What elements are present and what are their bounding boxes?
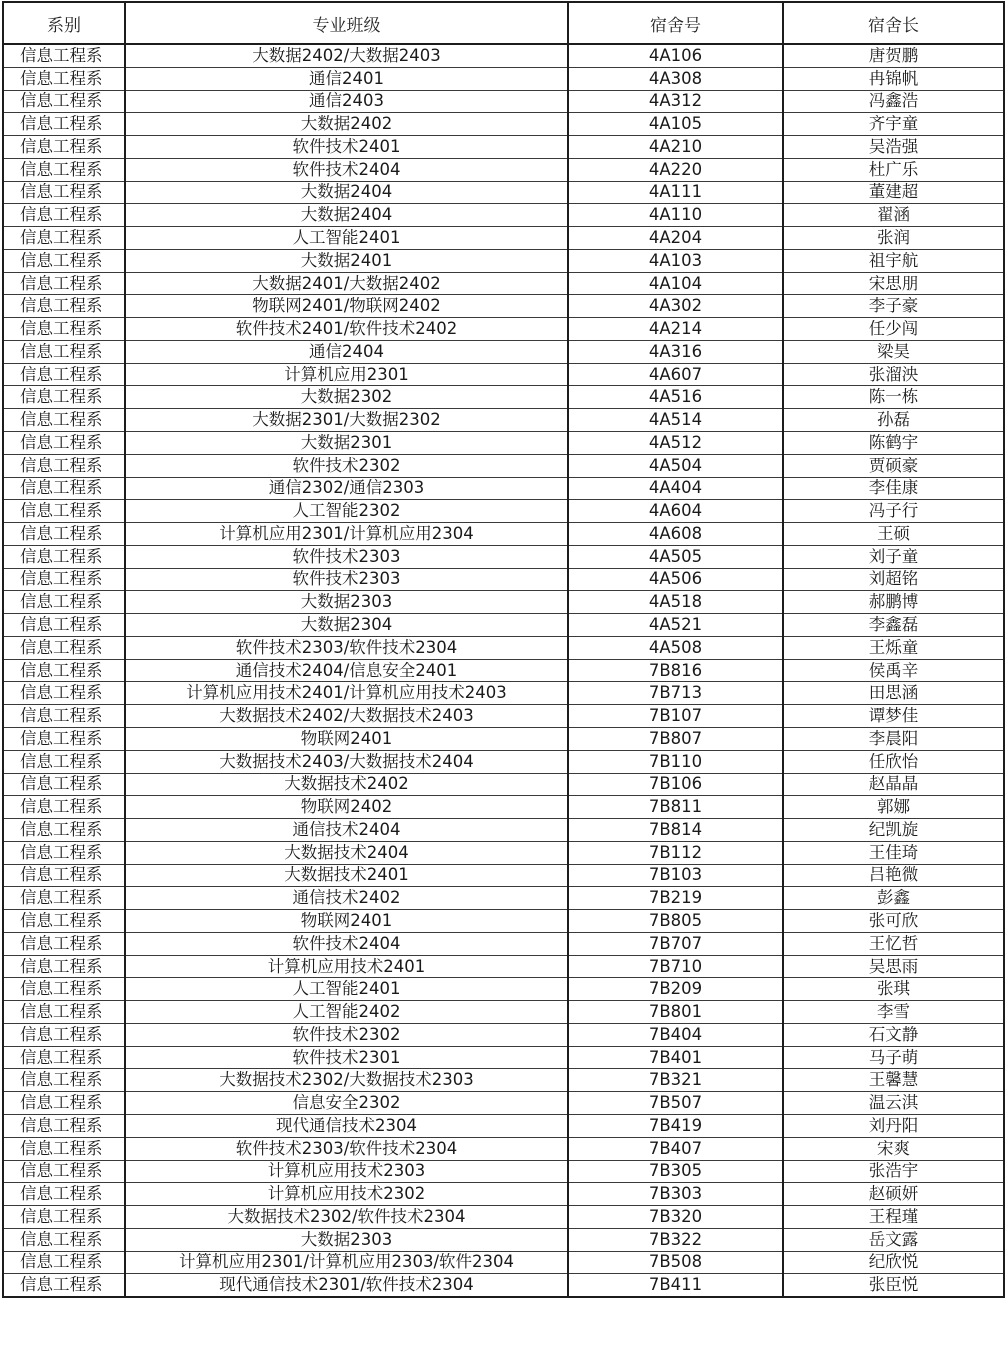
cell-class: 现代通信技术2304: [125, 1114, 568, 1137]
cell-leader: 王程瑾: [783, 1206, 1004, 1229]
cell-room: 7B106: [568, 773, 783, 796]
cell-room: 4A106: [568, 44, 783, 67]
cell-leader: 宋爽: [783, 1137, 1004, 1160]
table-row: [3, 659, 1004, 682]
cell-class: 计算机应用2301/计算机应用2304: [125, 523, 568, 546]
table-row: [3, 819, 1004, 842]
cell-dept: 信息工程系: [3, 1092, 125, 1115]
cell-class: 软件技术2302: [125, 1023, 568, 1046]
table-row: [3, 1069, 1004, 1092]
cell-room: 7B219: [568, 887, 783, 910]
header-leader: 宿舍长: [783, 2, 1004, 44]
cell-room: 4A308: [568, 67, 783, 90]
cell-leader: 张润: [783, 227, 1004, 250]
cell-class: 软件技术2303/软件技术2304: [125, 636, 568, 659]
cell-room: 7B107: [568, 705, 783, 728]
cell-class: 物联网2401: [125, 727, 568, 750]
cell-dept: 信息工程系: [3, 432, 125, 455]
cell-room: 4A312: [568, 90, 783, 113]
cell-class: 计算机应用技术2303: [125, 1160, 568, 1183]
cell-leader: 温云淇: [783, 1092, 1004, 1115]
cell-class: 大数据技术2403/大数据技术2404: [125, 750, 568, 773]
cell-leader: 梁昊: [783, 340, 1004, 363]
cell-leader: 张琪: [783, 978, 1004, 1001]
table-row: [3, 910, 1004, 933]
cell-room: 4A506: [568, 568, 783, 591]
cell-dept: 信息工程系: [3, 227, 125, 250]
cell-class: 物联网2401/物联网2402: [125, 295, 568, 318]
cell-class: 通信2404: [125, 340, 568, 363]
table-row: [3, 432, 1004, 455]
cell-leader: 李佳康: [783, 477, 1004, 500]
cell-leader: 王馨慧: [783, 1069, 1004, 1092]
cell-leader: 纪凯旋: [783, 819, 1004, 842]
cell-dept: 信息工程系: [3, 568, 125, 591]
table-row: [3, 500, 1004, 523]
cell-class: 通信2401: [125, 67, 568, 90]
cell-class: 通信技术2404: [125, 819, 568, 842]
cell-dept: 信息工程系: [3, 318, 125, 341]
cell-dept: 信息工程系: [3, 386, 125, 409]
cell-dept: 信息工程系: [3, 864, 125, 887]
cell-room: 4A518: [568, 591, 783, 614]
cell-leader: 王忆哲: [783, 932, 1004, 955]
dormitory-roster-table: [2, 1, 1005, 1298]
cell-class: 大数据技术2402/大数据技术2403: [125, 705, 568, 728]
cell-leader: 张臣悦: [783, 1274, 1004, 1297]
cell-class: 软件技术2302: [125, 454, 568, 477]
cell-leader: 张可欣: [783, 910, 1004, 933]
table-row: [3, 591, 1004, 614]
cell-leader: 刘子童: [783, 545, 1004, 568]
cell-room: 4A508: [568, 636, 783, 659]
cell-dept: 信息工程系: [3, 136, 125, 159]
cell-leader: 田思涵: [783, 682, 1004, 705]
cell-dept: 信息工程系: [3, 978, 125, 1001]
cell-room: 7B322: [568, 1228, 783, 1251]
cell-room: 4A210: [568, 136, 783, 159]
cell-leader: 董建超: [783, 181, 1004, 204]
cell-room: 4A521: [568, 614, 783, 637]
table-row: [3, 295, 1004, 318]
cell-dept: 信息工程系: [3, 409, 125, 432]
cell-leader: 任欣怡: [783, 750, 1004, 773]
cell-dept: 信息工程系: [3, 523, 125, 546]
cell-class: 大数据2301/大数据2302: [125, 409, 568, 432]
cell-leader: 纪欣悦: [783, 1251, 1004, 1274]
cell-class: 计算机应用2301: [125, 363, 568, 386]
table-row: [3, 682, 1004, 705]
cell-room: 7B507: [568, 1092, 783, 1115]
cell-dept: 信息工程系: [3, 1228, 125, 1251]
cell-class: 人工智能2302: [125, 500, 568, 523]
table-row: [3, 340, 1004, 363]
cell-dept: 信息工程系: [3, 796, 125, 819]
table-row: [3, 955, 1004, 978]
cell-room: 4A608: [568, 523, 783, 546]
cell-room: 4A512: [568, 432, 783, 455]
cell-room: 7B807: [568, 727, 783, 750]
table-row: [3, 1046, 1004, 1069]
cell-leader: 吕艳微: [783, 864, 1004, 887]
table-row: [3, 44, 1004, 67]
table-row: [3, 1183, 1004, 1206]
cell-leader: 石文静: [783, 1023, 1004, 1046]
cell-class: 大数据技术2401: [125, 864, 568, 887]
cell-room: 4A110: [568, 204, 783, 227]
table-row: [3, 750, 1004, 773]
cell-dept: 信息工程系: [3, 1206, 125, 1229]
cell-dept: 信息工程系: [3, 750, 125, 773]
cell-room: 4A514: [568, 409, 783, 432]
cell-room: 4A604: [568, 500, 783, 523]
table-row: [3, 727, 1004, 750]
cell-class: 人工智能2401: [125, 227, 568, 250]
cell-dept: 信息工程系: [3, 705, 125, 728]
table-row: [3, 204, 1004, 227]
cell-dept: 信息工程系: [3, 1069, 125, 1092]
cell-room: 4A220: [568, 158, 783, 181]
cell-dept: 信息工程系: [3, 1001, 125, 1024]
cell-room: 7B814: [568, 819, 783, 842]
cell-room: 7B303: [568, 1183, 783, 1206]
cell-leader: 吴思雨: [783, 955, 1004, 978]
cell-class: 大数据2302: [125, 386, 568, 409]
cell-room: 4A302: [568, 295, 783, 318]
table-row: [3, 978, 1004, 1001]
cell-room: 4A316: [568, 340, 783, 363]
cell-class: 人工智能2401: [125, 978, 568, 1001]
cell-leader: 吴浩强: [783, 136, 1004, 159]
cell-dept: 信息工程系: [3, 773, 125, 796]
cell-dept: 信息工程系: [3, 1251, 125, 1274]
cell-leader: 张溜泱: [783, 363, 1004, 386]
cell-class: 现代通信技术2301/软件技术2304: [125, 1274, 568, 1297]
cell-dept: 信息工程系: [3, 636, 125, 659]
cell-dept: 信息工程系: [3, 1160, 125, 1183]
cell-room: 7B404: [568, 1023, 783, 1046]
cell-class: 软件技术2301: [125, 1046, 568, 1069]
cell-dept: 信息工程系: [3, 158, 125, 181]
cell-class: 物联网2401: [125, 910, 568, 933]
table-row: [3, 705, 1004, 728]
header-class: 专业班级: [125, 2, 568, 44]
table-row: [3, 67, 1004, 90]
cell-leader: 岳文露: [783, 1228, 1004, 1251]
cell-class: 通信技术2404/信息安全2401: [125, 659, 568, 682]
cell-leader: 郭娜: [783, 796, 1004, 819]
table-row: [3, 864, 1004, 887]
cell-dept: 信息工程系: [3, 90, 125, 113]
cell-class: 物联网2402: [125, 796, 568, 819]
table-row: [3, 841, 1004, 864]
cell-leader: 谭梦佳: [783, 705, 1004, 728]
header-dept: 系别: [3, 2, 125, 44]
table-row: [3, 318, 1004, 341]
cell-dept: 信息工程系: [3, 591, 125, 614]
cell-room: 4A505: [568, 545, 783, 568]
cell-room: 7B710: [568, 955, 783, 978]
table-row: [3, 932, 1004, 955]
table-row: [3, 1206, 1004, 1229]
cell-room: 7B321: [568, 1069, 783, 1092]
table-row: [3, 90, 1004, 113]
cell-dept: 信息工程系: [3, 1137, 125, 1160]
cell-leader: 任少闯: [783, 318, 1004, 341]
cell-class: 软件技术2401: [125, 136, 568, 159]
cell-room: 7B508: [568, 1251, 783, 1274]
cell-room: 4A104: [568, 272, 783, 295]
table-header: [3, 2, 1004, 44]
table-row: [3, 249, 1004, 272]
cell-class: 大数据2304: [125, 614, 568, 637]
cell-leader: 李晨阳: [783, 727, 1004, 750]
cell-dept: 信息工程系: [3, 682, 125, 705]
cell-leader: 王佳琦: [783, 841, 1004, 864]
cell-room: 7B407: [568, 1137, 783, 1160]
table-row: [3, 1023, 1004, 1046]
cell-dept: 信息工程系: [3, 1274, 125, 1297]
cell-class: 大数据2401/大数据2402: [125, 272, 568, 295]
cell-dept: 信息工程系: [3, 67, 125, 90]
cell-leader: 陈一栋: [783, 386, 1004, 409]
cell-class: 软件技术2401/软件技术2402: [125, 318, 568, 341]
cell-class: 大数据2401: [125, 249, 568, 272]
cell-class: 软件技术2303/软件技术2304: [125, 1137, 568, 1160]
cell-leader: 侯禹辛: [783, 659, 1004, 682]
cell-room: 7B419: [568, 1114, 783, 1137]
table-row: [3, 272, 1004, 295]
cell-room: 7B305: [568, 1160, 783, 1183]
cell-class: 大数据技术2302/大数据技术2303: [125, 1069, 568, 1092]
cell-dept: 信息工程系: [3, 204, 125, 227]
cell-leader: 杜广乐: [783, 158, 1004, 181]
cell-leader: 赵晶晶: [783, 773, 1004, 796]
cell-room: 7B209: [568, 978, 783, 1001]
cell-room: 4A105: [568, 113, 783, 136]
table-row: [3, 454, 1004, 477]
cell-leader: 孙磊: [783, 409, 1004, 432]
cell-dept: 信息工程系: [3, 932, 125, 955]
cell-room: 4A516: [568, 386, 783, 409]
cell-room: 7B401: [568, 1046, 783, 1069]
table-row: [3, 477, 1004, 500]
cell-dept: 信息工程系: [3, 500, 125, 523]
table-row: [3, 1114, 1004, 1137]
table-body: [3, 44, 1004, 1297]
table-row: [3, 227, 1004, 250]
cell-class: 计算机应用技术2302: [125, 1183, 568, 1206]
table-row: [3, 1001, 1004, 1024]
cell-class: 大数据2402: [125, 113, 568, 136]
table-row: [3, 1160, 1004, 1183]
cell-room: 7B411: [568, 1274, 783, 1297]
cell-dept: 信息工程系: [3, 249, 125, 272]
cell-room: 7B811: [568, 796, 783, 819]
cell-leader: 祖宇航: [783, 249, 1004, 272]
cell-room: 7B110: [568, 750, 783, 773]
cell-room: 7B801: [568, 1001, 783, 1024]
cell-class: 信息安全2302: [125, 1092, 568, 1115]
table-row: [3, 113, 1004, 136]
cell-class: 通信技术2402: [125, 887, 568, 910]
table-row: [3, 796, 1004, 819]
cell-leader: 郝鹏博: [783, 591, 1004, 614]
cell-leader: 贾硕豪: [783, 454, 1004, 477]
cell-dept: 信息工程系: [3, 272, 125, 295]
cell-leader: 齐宇童: [783, 113, 1004, 136]
cell-room: 7B805: [568, 910, 783, 933]
cell-leader: 冉锦帆: [783, 67, 1004, 90]
cell-dept: 信息工程系: [3, 181, 125, 204]
cell-class: 大数据2303: [125, 1228, 568, 1251]
cell-room: 4A204: [568, 227, 783, 250]
cell-leader: 李鑫磊: [783, 614, 1004, 637]
cell-dept: 信息工程系: [3, 295, 125, 318]
cell-class: 通信2302/通信2303: [125, 477, 568, 500]
cell-dept: 信息工程系: [3, 841, 125, 864]
table-row: [3, 386, 1004, 409]
cell-room: 7B103: [568, 864, 783, 887]
table-row: [3, 136, 1004, 159]
cell-room: 4A607: [568, 363, 783, 386]
cell-leader: 冯子行: [783, 500, 1004, 523]
cell-dept: 信息工程系: [3, 1023, 125, 1046]
cell-leader: 刘超铭: [783, 568, 1004, 591]
cell-leader: 宋思朋: [783, 272, 1004, 295]
table-row: [3, 1251, 1004, 1274]
cell-class: 软件技术2303: [125, 568, 568, 591]
cell-dept: 信息工程系: [3, 1046, 125, 1069]
table-row: [3, 614, 1004, 637]
cell-class: 通信2403: [125, 90, 568, 113]
table-row: [3, 545, 1004, 568]
cell-dept: 信息工程系: [3, 887, 125, 910]
cell-class: 计算机应用技术2401: [125, 955, 568, 978]
cell-leader: 唐贺鹏: [783, 44, 1004, 67]
cell-room: 4A111: [568, 181, 783, 204]
cell-leader: 王烁童: [783, 636, 1004, 659]
cell-leader: 张浩宇: [783, 1160, 1004, 1183]
table-row: [3, 409, 1004, 432]
cell-dept: 信息工程系: [3, 955, 125, 978]
cell-leader: 李子豪: [783, 295, 1004, 318]
cell-room: 7B713: [568, 682, 783, 705]
cell-leader: 王硕: [783, 523, 1004, 546]
cell-class: 人工智能2402: [125, 1001, 568, 1024]
cell-class: 软件技术2303: [125, 545, 568, 568]
cell-class: 大数据2404: [125, 204, 568, 227]
table-row: [3, 181, 1004, 204]
cell-room: 4A504: [568, 454, 783, 477]
cell-class: 软件技术2404: [125, 932, 568, 955]
cell-room: 7B112: [568, 841, 783, 864]
cell-class: 软件技术2404: [125, 158, 568, 181]
cell-room: 7B816: [568, 659, 783, 682]
cell-dept: 信息工程系: [3, 910, 125, 933]
cell-leader: 陈鹤宇: [783, 432, 1004, 455]
cell-leader: 赵硕妍: [783, 1183, 1004, 1206]
cell-dept: 信息工程系: [3, 1114, 125, 1137]
cell-dept: 信息工程系: [3, 819, 125, 842]
table-row: [3, 1228, 1004, 1251]
cell-leader: 马子萌: [783, 1046, 1004, 1069]
cell-class: 计算机应用2301/计算机应用2303/软件2304: [125, 1251, 568, 1274]
header-room: 宿舍号: [568, 2, 783, 44]
cell-room: 4A103: [568, 249, 783, 272]
cell-leader: 李雪: [783, 1001, 1004, 1024]
cell-leader: 彭鑫: [783, 887, 1004, 910]
table-row: [3, 363, 1004, 386]
cell-leader: 刘丹阳: [783, 1114, 1004, 1137]
cell-room: 7B707: [568, 932, 783, 955]
cell-room: 4A214: [568, 318, 783, 341]
table-row: [3, 568, 1004, 591]
cell-class: 大数据2303: [125, 591, 568, 614]
cell-room: 7B320: [568, 1206, 783, 1229]
cell-class: 大数据2402/大数据2403: [125, 44, 568, 67]
table-row: [3, 1274, 1004, 1297]
cell-dept: 信息工程系: [3, 727, 125, 750]
cell-dept: 信息工程系: [3, 614, 125, 637]
cell-class: 大数据技术2302/软件技术2304: [125, 1206, 568, 1229]
cell-leader: 翟涵: [783, 204, 1004, 227]
table-row: [3, 523, 1004, 546]
table-row: [3, 887, 1004, 910]
cell-dept: 信息工程系: [3, 659, 125, 682]
cell-dept: 信息工程系: [3, 477, 125, 500]
table-row: [3, 158, 1004, 181]
cell-room: 4A404: [568, 477, 783, 500]
cell-dept: 信息工程系: [3, 44, 125, 67]
cell-leader: 冯鑫浩: [783, 90, 1004, 113]
header-row: [3, 2, 1004, 44]
cell-class: 大数据2301: [125, 432, 568, 455]
cell-dept: 信息工程系: [3, 340, 125, 363]
cell-dept: 信息工程系: [3, 454, 125, 477]
cell-dept: 信息工程系: [3, 363, 125, 386]
cell-class: 大数据技术2404: [125, 841, 568, 864]
cell-dept: 信息工程系: [3, 113, 125, 136]
table-row: [3, 1137, 1004, 1160]
table-row: [3, 1092, 1004, 1115]
table-row: [3, 773, 1004, 796]
cell-class: 大数据技术2402: [125, 773, 568, 796]
cell-dept: 信息工程系: [3, 545, 125, 568]
cell-class: 大数据2404: [125, 181, 568, 204]
table-row: [3, 636, 1004, 659]
cell-dept: 信息工程系: [3, 1183, 125, 1206]
cell-class: 计算机应用技术2401/计算机应用技术2403: [125, 682, 568, 705]
